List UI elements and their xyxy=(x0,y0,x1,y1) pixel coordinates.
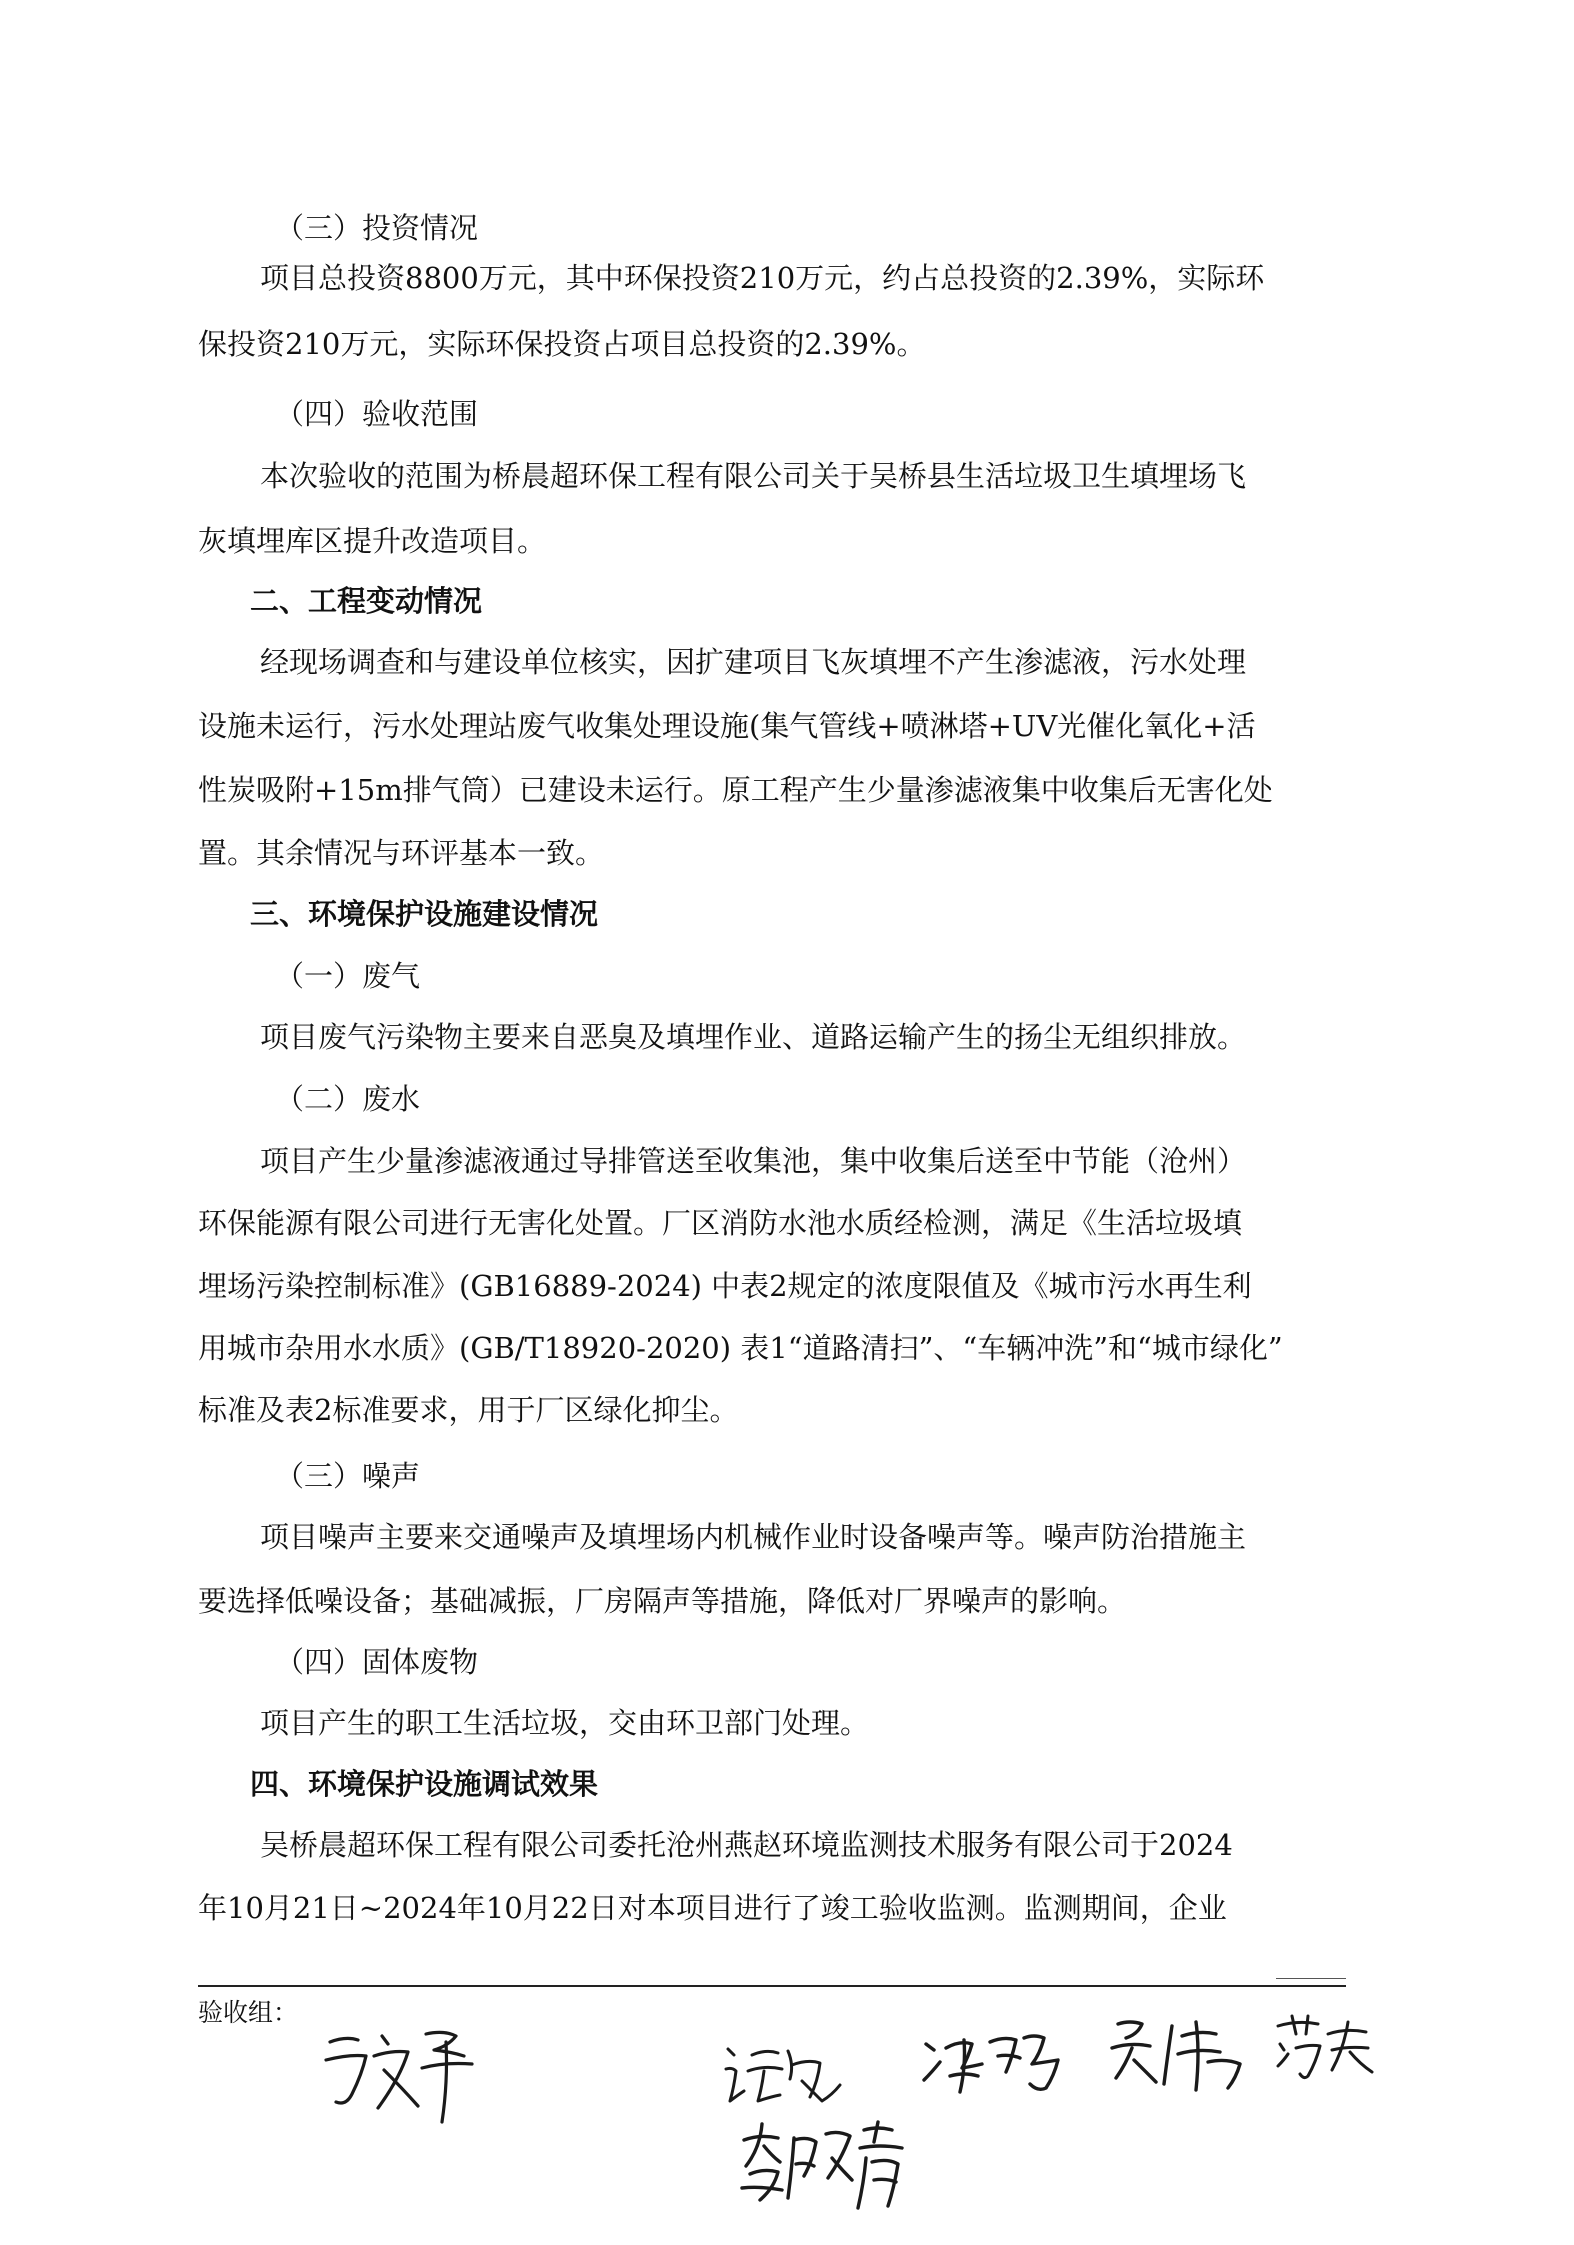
section-heading: 三、环境保护设施建设情况 xyxy=(250,897,599,931)
paragraph-line: 项目废气污染物主要来自恶臭及填埋作业、道路运输产生的扬尘无组织排放。 xyxy=(260,1020,1247,1054)
paragraph-line: 保投资210万元，实际环保投资占项目总投资的2.39%。 xyxy=(198,327,926,361)
paragraph-line: 吴桥晨超环保工程有限公司委托沧州燕赵环境监测技术服务有限公司于2024 xyxy=(260,1828,1233,1862)
signature-3 xyxy=(920,2018,1070,2107)
paragraph-line: 标准及表2标准要求，用于厂区绿化抑尘。 xyxy=(198,1393,739,1427)
paragraph-line: 设施未运行，污水处理站废气收集处理设施(集气管线+喷淋塔+UV光催化氧化+活 xyxy=(198,709,1256,743)
paragraph-line: 本次验收的范围为桥晨超环保工程有限公司关于吴桥县生活垃圾卫生填埋场飞 xyxy=(260,459,1247,493)
acceptance-panel-label: 验收组： xyxy=(198,1998,299,2027)
paragraph-line: 要选择低噪设备；基础减振，厂房隔声等措施，降低对厂界噪声的影响。 xyxy=(198,1584,1127,1618)
paragraph-line: 环保能源有限公司进行无害化处置。厂区消防水池水质经检测，满足《生活垃圾填 xyxy=(198,1206,1243,1240)
paragraph-line: 用城市杂用水水质》(GB/T18920-2020) 表1“道路清扫”、“车辆冲洗”和“城市绿化” xyxy=(198,1331,1283,1365)
paragraph-line: 项目总投资8800万元，其中环保投资210万元，约占总投资的2.39%，实际环 xyxy=(260,261,1265,295)
subsection-heading: （四）验收范围 xyxy=(275,397,479,431)
paragraph-line: 项目产生少量渗滤液通过导排管送至收集池，集中收集后送至中节能（沧州） xyxy=(260,1144,1247,1178)
subsection-heading: （三）投资情况 xyxy=(275,211,479,245)
subsection-heading: （四）固体废物 xyxy=(275,1645,479,1679)
section-heading: 四、环境保护设施调试效果 xyxy=(250,1767,599,1801)
paragraph-line: 灰填埋库区提升改造项目。 xyxy=(198,524,547,558)
subsection-heading: （一）废气 xyxy=(275,959,421,993)
paragraph-line: 经现场调查和与建设单位核实，因扩建项目飞灰填埋不产生渗滤液，污水处理 xyxy=(260,645,1247,679)
paragraph-line: 埋场污染控制标准》(GB16889-2024) 中表2规定的浓度限值及《城市污水再生利 xyxy=(198,1269,1252,1303)
subsection-heading: （三）噪声 xyxy=(275,1459,421,1493)
paragraph-line: 项目产生的职工生活垃圾，交由环卫部门处理。 xyxy=(260,1706,870,1740)
paragraph-line: 性炭吸附+15m排气筒）已建设未运行。原工程产生少量渗滤液集中收集后无害化处 xyxy=(198,773,1273,807)
footer-divider xyxy=(198,1985,1346,1987)
section-heading: 二、工程变动情况 xyxy=(250,584,483,618)
signature-6 xyxy=(738,2118,918,2222)
signature-5 xyxy=(1272,2012,1382,2096)
paragraph-line: 置。其余情况与环评基本一致。 xyxy=(198,836,605,870)
signature-1 xyxy=(322,2022,492,2136)
subsection-heading: （二）废水 xyxy=(275,1082,421,1116)
signature-4 xyxy=(1108,2012,1258,2106)
signature-2 xyxy=(722,2035,852,2119)
paragraph-line: 年10月21日~2024年10月22日对本项目进行了竣工验收监测。监测期间，企业 xyxy=(198,1891,1227,1925)
paragraph-line: 项目噪声主要来交通噪声及填埋场内机械作业时设备噪声等。噪声防治措施主 xyxy=(260,1520,1247,1554)
footer-rule-accent xyxy=(1276,1978,1346,1979)
